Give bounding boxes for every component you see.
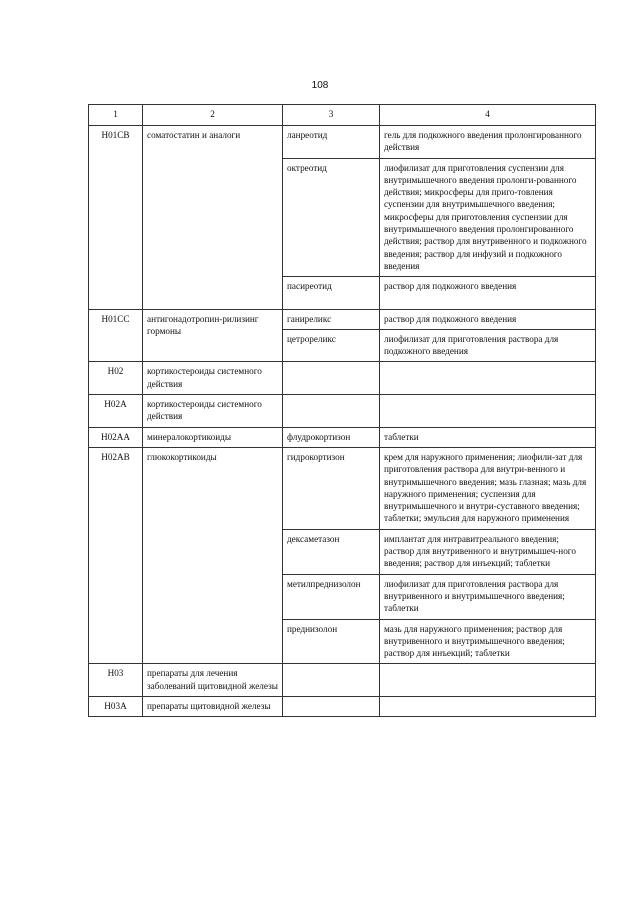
atc-code-cell: H03A [89,696,143,716]
drug-name-cell [283,362,380,395]
drug-name-cell [283,664,380,697]
table-row [89,427,596,447]
dosage-form-cell: мазь для наружного применения; раствор для внутривенного и внутримышечного введения; раствор для инъекций; таблетки [380,619,596,664]
header-col-4: 4 [380,105,596,126]
atc-code-cell: H01CB [89,126,143,310]
drug-name-cell: метилпреднизолон [283,574,380,619]
atc-code-cell: H02AB [89,447,143,663]
drug-name-cell: флудрокортизон [283,427,380,447]
group-name-cell: препараты для лечения заболеваний щитовидной железы [143,664,283,697]
dosage-form-cell: раствор для подкожного введения [380,309,596,329]
drug-name-cell [283,696,380,716]
dosage-form-cell: гель для подкожного введения пролонгированного действия [380,126,596,159]
table-row [89,664,596,697]
atc-code-cell: H03 [89,664,143,697]
atc-code-cell: H01CC [89,309,143,362]
drug-name-cell: пасиреотид [283,277,380,309]
dosage-form-cell: лиофилизат для приготовления раствора для подкожного введения [380,329,596,362]
drug-name-cell: октреотид [283,158,380,277]
table-row [89,362,596,395]
group-name-cell: минералокортикоиды [143,427,283,447]
header-col-1: 1 [89,105,143,126]
drug-name-cell: преднизолон [283,619,380,664]
dosage-form-cell [380,696,596,716]
table-row [89,309,596,329]
dosage-form-cell: имплантат для интравитреального введения; раствор для внутривенного и внутримышеч-ного введения; раствор для инъекций; таблетки [380,529,596,574]
drug-name-cell [283,395,380,428]
page-number: 108 [311,80,329,91]
group-name-cell: кортикостероиды системного действия [143,362,283,395]
header-col-2: 2 [143,105,283,126]
table-row [89,696,596,716]
drug-name-cell: ганиреликс [283,309,380,329]
dosage-form-cell: лиофилизат для приготовления суспензии для внутримышечного введения пролонги-рованного действия; микросферы для приго-товления суспензии для внутримышечного введения; микросферы для приготовления суспензии для внутримышечного введения пролонгированного действия; раствор для внутривенного и подкожного введения; раствор для инфузий и подкожного введения [380,158,596,277]
drug-name-cell: ланреотид [283,126,380,159]
dosage-form-cell: таблетки [380,427,596,447]
table-header-row [89,105,596,126]
dosage-form-cell [380,664,596,697]
table-row [89,126,596,159]
drug-name-cell: гидрокортизон [283,447,380,529]
header-col-3: 3 [283,105,380,126]
atc-code-cell: H02A [89,395,143,428]
group-name-cell: глюкокортикоиды [143,447,283,663]
group-name-cell: препараты щитовидной железы [143,696,283,716]
atc-code-cell: H02 [89,362,143,395]
dosage-form-cell [380,362,596,395]
table-body [89,126,596,717]
dosage-form-cell: раствор для подкожного введения [380,277,596,309]
dosage-form-cell: крем для наружного применения; лиофили-зат для приготовления раствора для внутри-венного и внутримышечного введения; мазь глазная; мазь для наружного применения; суспензия для внутримышечного и внутри-суставного введения; таблетки; эмульсия для наружного применения [380,447,596,529]
drug-name-cell: цетрореликс [283,329,380,362]
dosage-form-cell: лиофилизат для приготовления раствора для внутривенного и внутримышечного введения; таблетки [380,574,596,619]
table-row [89,447,596,529]
drug-classification-table [88,104,596,717]
table-row [89,395,596,428]
drug-name-cell: дексаметазон [283,529,380,574]
atc-code-cell: H02AA [89,427,143,447]
group-name-cell: кортикостероиды системного действия [143,395,283,428]
group-name-cell: антигонадотропин-рилизинг гормоны [143,309,283,362]
dosage-form-cell [380,395,596,428]
group-name-cell: соматостатин и аналоги [143,126,283,310]
